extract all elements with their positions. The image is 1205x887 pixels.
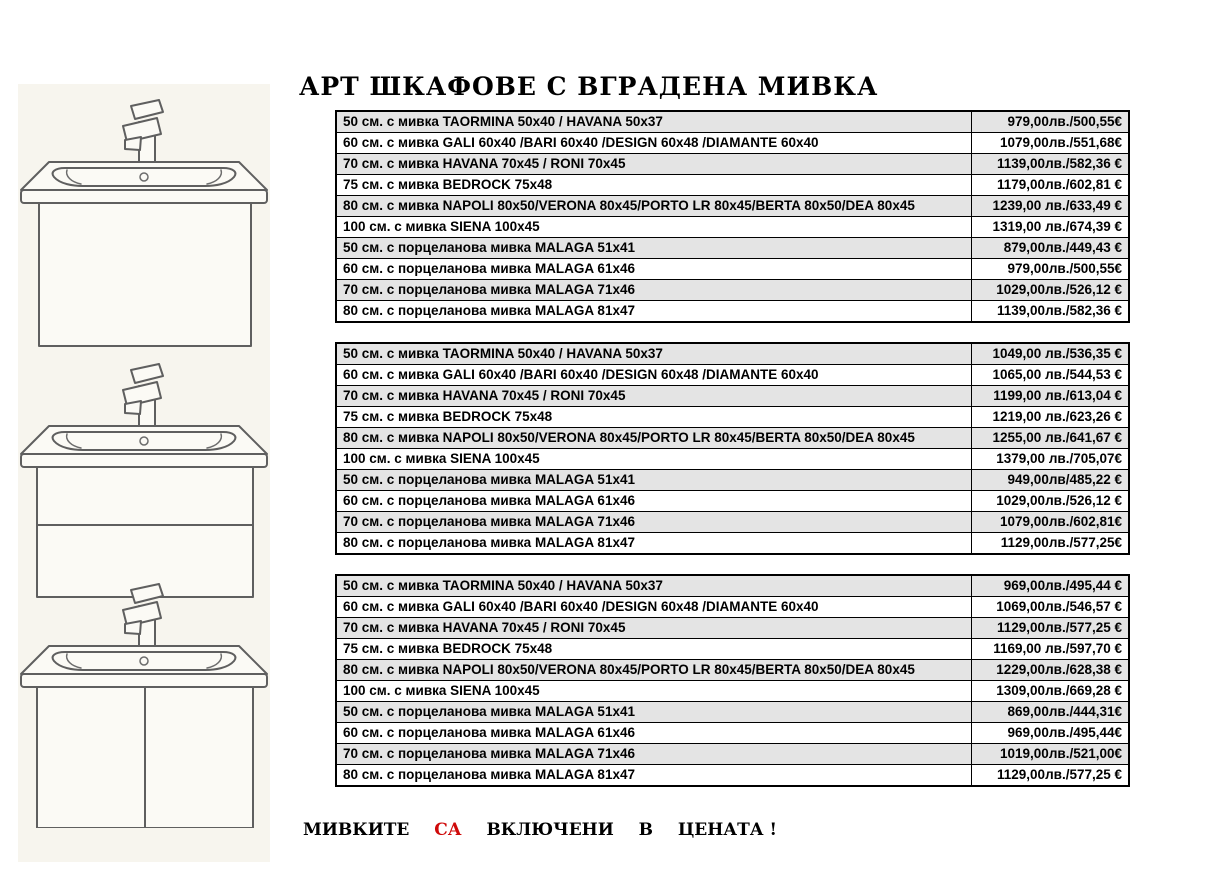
product-price: 1239,00 лв./633,49 € bbox=[972, 196, 1129, 217]
product-description: 50 см. с порцеланова мивка MALAGA 51x41 bbox=[336, 238, 972, 259]
product-price: 1069,00лв./546,57 € bbox=[972, 597, 1129, 618]
product-description: 80 см. с мивка NAPOLI 80x50/VERONA 80x45/PORTO LR 80x45/BERTA 80x50/DEA 80x45 bbox=[336, 428, 972, 449]
price-table-1 bbox=[335, 110, 1130, 323]
product-description: 70 см. с порцеланова мивка MALAGA 71x46 bbox=[336, 512, 972, 533]
product-description: 80 см. с порцеланова мивка MALAGA 81x47 bbox=[336, 533, 972, 555]
price-tables-container bbox=[335, 110, 1135, 806]
product-price: 1029,00лв./526,12 € bbox=[972, 491, 1129, 512]
product-price: 1309,00лв./669,28 € bbox=[972, 681, 1129, 702]
product-description: 70 см. с мивка HAVANA 70x45 / RONI 70x45 bbox=[336, 386, 972, 407]
product-price: 1129,00лв./577,25€ bbox=[972, 533, 1129, 555]
price-row bbox=[336, 196, 1129, 217]
product-description: 80 см. с порцеланова мивка MALAGA 81x47 bbox=[336, 765, 972, 787]
cabinet-illustrations-panel bbox=[18, 84, 270, 862]
price-row bbox=[336, 365, 1129, 386]
footer-word: ВКЛЮЧЕНИ bbox=[486, 820, 614, 840]
product-price: 1179,00лв./602,81 € bbox=[972, 175, 1129, 196]
page-title: АРТ ШКАФОВЕ С ВГРАДЕНА МИВКА bbox=[299, 72, 879, 101]
product-description: 100 см. с мивка SIENA 100x45 bbox=[336, 449, 972, 470]
product-price: 1049,00 лв./536,35 € bbox=[972, 343, 1129, 365]
price-row bbox=[336, 470, 1129, 491]
product-description: 60 см. с порцеланова мивка MALAGA 61x46 bbox=[336, 491, 972, 512]
price-row bbox=[336, 618, 1129, 639]
product-description: 70 см. с порцеланова мивка MALAGA 71x46 bbox=[336, 280, 972, 301]
product-description: 70 см. с мивка HAVANA 70x45 / RONI 70x45 bbox=[336, 618, 972, 639]
footer-word: В bbox=[638, 820, 653, 840]
price-row bbox=[336, 133, 1129, 154]
product-price: 979,00лв./500,55€ bbox=[972, 259, 1129, 280]
price-row bbox=[336, 491, 1129, 512]
product-description: 80 см. с мивка NAPOLI 80x50/VERONA 80x45/PORTO LR 80x45/BERTA 80x50/DEA 80x45 bbox=[336, 196, 972, 217]
cabinet-sink-illustration-3 bbox=[19, 576, 269, 828]
price-row bbox=[336, 111, 1129, 133]
price-table-2 bbox=[335, 342, 1130, 555]
product-price: 1199,00 лв./613,04 € bbox=[972, 386, 1129, 407]
product-description: 75 см. с мивка BEDROCK 75x48 bbox=[336, 639, 972, 660]
product-price: 869,00лв./444,31€ bbox=[972, 702, 1129, 723]
product-price: 1169,00 лв./597,70 € bbox=[972, 639, 1129, 660]
price-row bbox=[336, 449, 1129, 470]
price-row bbox=[336, 154, 1129, 175]
product-description: 70 см. с мивка HAVANA 70x45 / RONI 70x45 bbox=[336, 154, 972, 175]
footer-word: МИВКИТЕ bbox=[303, 820, 410, 840]
product-price: 1065,00 лв./544,53 € bbox=[972, 365, 1129, 386]
product-description: 75 см. с мивка BEDROCK 75x48 bbox=[336, 175, 972, 196]
product-description: 80 см. с порцеланова мивка MALAGA 81x47 bbox=[336, 301, 972, 323]
price-row bbox=[336, 597, 1129, 618]
price-row bbox=[336, 259, 1129, 280]
product-description: 60 см. с порцеланова мивка MALAGA 61x46 bbox=[336, 723, 972, 744]
product-description: 100 см. с мивка SIENA 100x45 bbox=[336, 217, 972, 238]
price-row bbox=[336, 660, 1129, 681]
product-price: 1129,00лв./577,25 € bbox=[972, 765, 1129, 787]
price-row bbox=[336, 702, 1129, 723]
price-table-3 bbox=[335, 574, 1130, 787]
product-description: 60 см. с мивка GALI 60x40 /BARI 60x40 /DESIGN 60x48 /DIAMANTE 60x40 bbox=[336, 365, 972, 386]
product-price: 1019,00лв./521,00€ bbox=[972, 744, 1129, 765]
product-price: 1079,00лв./602,81€ bbox=[972, 512, 1129, 533]
cabinet-sink-illustration-1 bbox=[19, 92, 269, 354]
price-row bbox=[336, 681, 1129, 702]
product-price: 879,00лв./449,43 € bbox=[972, 238, 1129, 259]
product-description: 75 см. с мивка BEDROCK 75x48 bbox=[336, 407, 972, 428]
price-row bbox=[336, 512, 1129, 533]
product-description: 60 см. с мивка GALI 60x40 /BARI 60x40 /DESIGN 60x48 /DIAMANTE 60x40 bbox=[336, 597, 972, 618]
product-description: 60 см. с порцеланова мивка MALAGA 61x46 bbox=[336, 259, 972, 280]
product-price: 1129,00лв./577,25 € bbox=[972, 618, 1129, 639]
product-description: 50 см. с мивка TAORMINA 50x40 / HAVANA 50x37 bbox=[336, 575, 972, 597]
product-price: 1229,00лв./628,38 € bbox=[972, 660, 1129, 681]
price-row bbox=[336, 723, 1129, 744]
product-description: 50 см. с порцеланова мивка MALAGA 51x41 bbox=[336, 470, 972, 491]
product-price: 1079,00лв./551,68€ bbox=[972, 133, 1129, 154]
price-row bbox=[336, 386, 1129, 407]
price-row bbox=[336, 217, 1129, 238]
product-price: 1029,00лв./526,12 € bbox=[972, 280, 1129, 301]
product-description: 50 см. с порцеланова мивка MALAGA 51x41 bbox=[336, 702, 972, 723]
product-price: 1219,00 лв./623,26 € bbox=[972, 407, 1129, 428]
product-description: 50 см. с мивка TAORMINA 50x40 / HAVANA 50x37 bbox=[336, 111, 972, 133]
price-row bbox=[336, 744, 1129, 765]
footer-word: ЦЕНАТА ! bbox=[677, 820, 777, 840]
product-description: 80 см. с мивка NAPOLI 80x50/VERONA 80x45/PORTO LR 80x45/BERTA 80x50/DEA 80x45 bbox=[336, 660, 972, 681]
product-price: 979,00лв./500,55€ bbox=[972, 111, 1129, 133]
price-row bbox=[336, 301, 1129, 323]
product-price: 969,00лв./495,44 € bbox=[972, 575, 1129, 597]
price-row bbox=[336, 765, 1129, 787]
price-row bbox=[336, 575, 1129, 597]
price-row bbox=[336, 343, 1129, 365]
product-price: 1319,00 лв./674,39 € bbox=[972, 217, 1129, 238]
price-row bbox=[336, 639, 1129, 660]
product-description: 50 см. с мивка TAORMINA 50x40 / HAVANA 50x37 bbox=[336, 343, 972, 365]
price-row bbox=[336, 238, 1129, 259]
price-row bbox=[336, 533, 1129, 555]
product-price: 1379,00 лв./705,07€ bbox=[972, 449, 1129, 470]
footer-word-highlighted: СА bbox=[434, 820, 462, 840]
product-description: 100 см. с мивка SIENA 100x45 bbox=[336, 681, 972, 702]
product-price: 1139,00лв./582,36 € bbox=[972, 154, 1129, 175]
price-row bbox=[336, 428, 1129, 449]
price-row bbox=[336, 407, 1129, 428]
cabinet-sink-illustration-2 bbox=[19, 356, 269, 604]
product-price: 1139,00лв./582,36 € bbox=[972, 301, 1129, 323]
footer-note bbox=[303, 820, 777, 840]
price-row bbox=[336, 175, 1129, 196]
product-price: 1255,00 лв./641,67 € bbox=[972, 428, 1129, 449]
product-description: 60 см. с мивка GALI 60x40 /BARI 60x40 /DESIGN 60x48 /DIAMANTE 60x40 bbox=[336, 133, 972, 154]
product-price: 949,00лв/485,22 € bbox=[972, 470, 1129, 491]
product-price: 969,00лв./495,44€ bbox=[972, 723, 1129, 744]
product-description: 70 см. с порцеланова мивка MALAGA 71x46 bbox=[336, 744, 972, 765]
price-row bbox=[336, 280, 1129, 301]
